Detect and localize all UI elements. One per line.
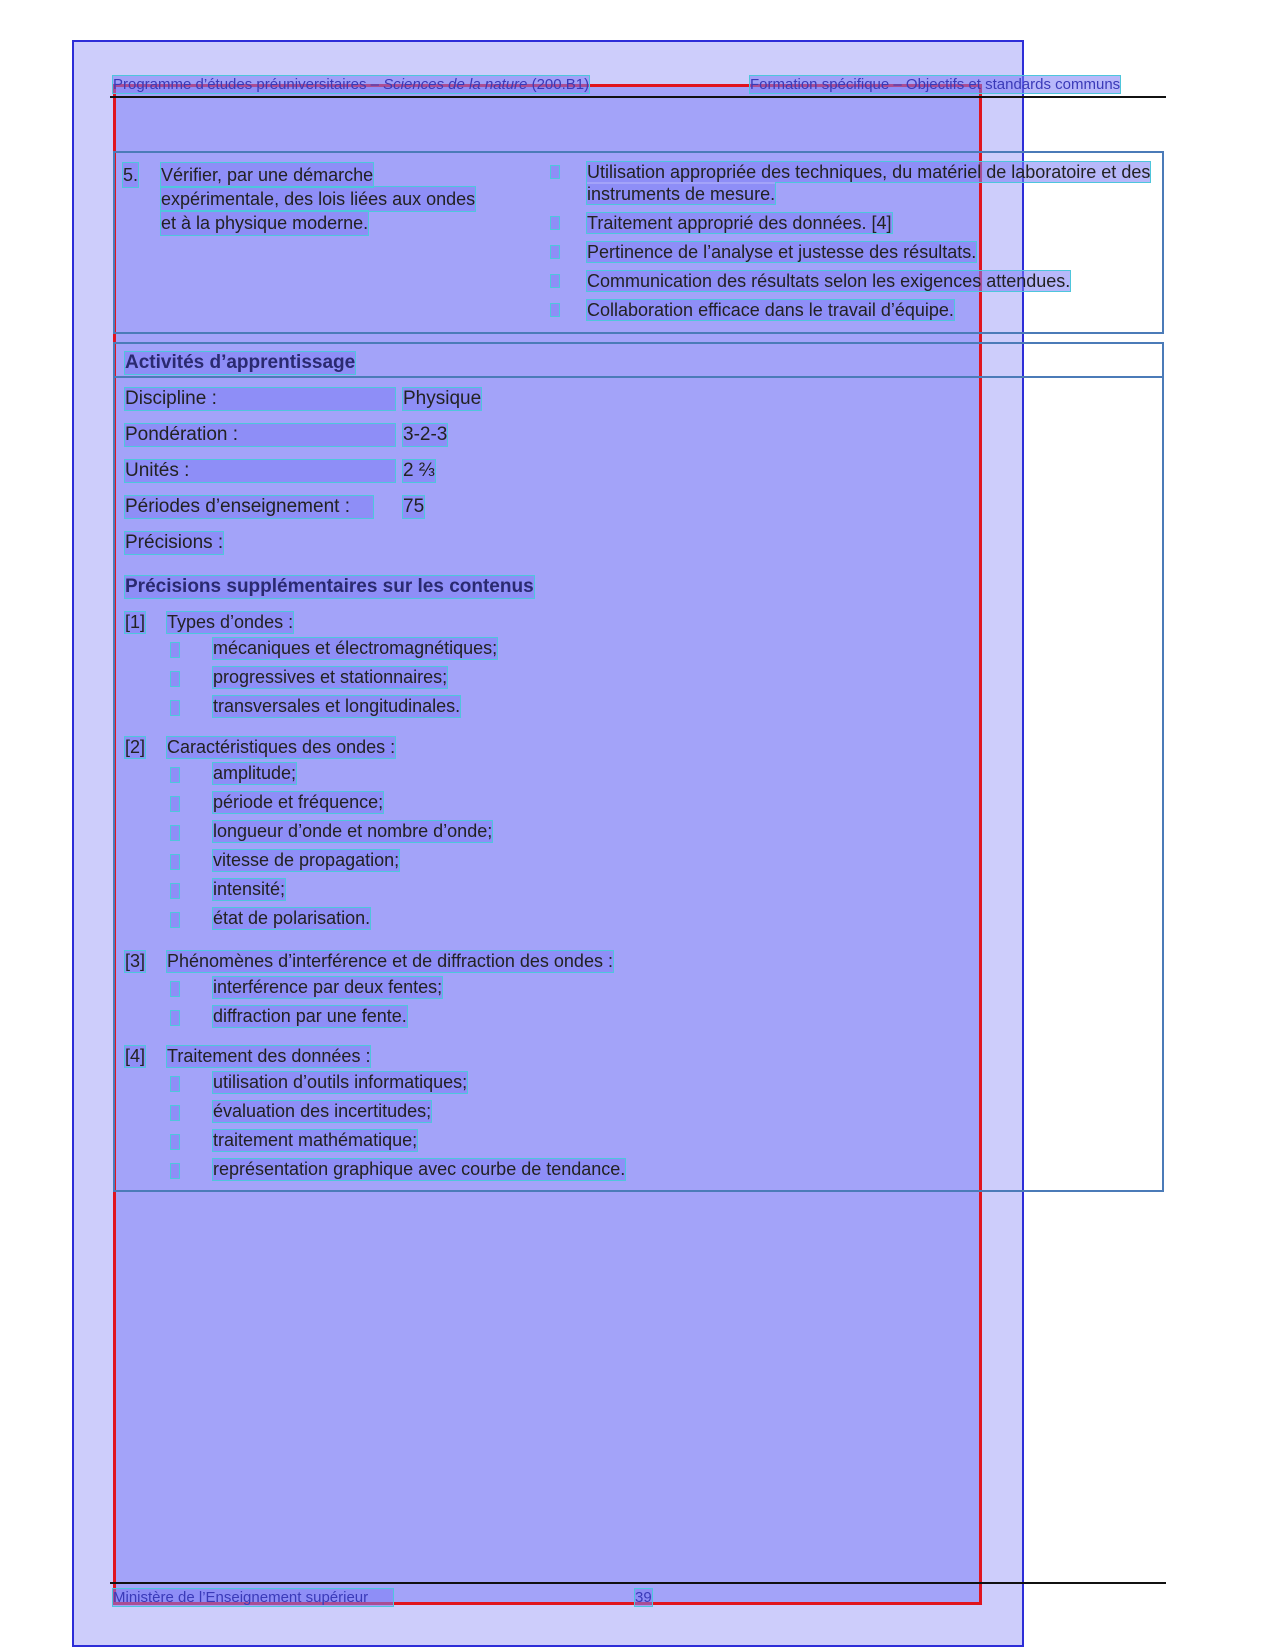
- list-item-text: état de polarisation.: [213, 908, 371, 928]
- list-item-text: longueur d’onde et nombre d’onde;: [213, 821, 493, 841]
- bullet-icon: [551, 246, 559, 258]
- criterion-text: Communication des résultats selon les exigences attendues.: [587, 271, 1071, 291]
- bullet-icon: [171, 1164, 179, 1178]
- performance-criteria: [551, 161, 1151, 328]
- list-item-text: transversales et longitudinales.: [213, 696, 461, 716]
- group-heading: Phénomènes d’interférence et de diffraction des ondes :: [167, 951, 613, 971]
- competency-box: [113, 151, 1164, 334]
- bullet-icon: [171, 855, 179, 869]
- bullet-icon: [171, 913, 179, 927]
- discipline-label: Discipline :: [125, 388, 395, 410]
- list-item-text: évaluation des incertitudes;: [213, 1101, 432, 1121]
- activities-box: [113, 342, 1164, 1192]
- list-item-text: mécaniques et électromagnétiques;: [213, 638, 498, 658]
- page-number: 39: [635, 1589, 652, 1606]
- list-item-text: intensité;: [213, 879, 286, 899]
- bullet-icon: [171, 797, 179, 811]
- criterion-text: Collaboration efficace dans le travail d’équipe.: [587, 300, 954, 320]
- bullet-icon: [171, 884, 179, 898]
- list-item-text: amplitude;: [213, 763, 297, 783]
- bullet-icon: [171, 1106, 179, 1120]
- group-number: [4]: [125, 1046, 146, 1066]
- list-item-text: progressives et stationnaires;: [213, 667, 448, 687]
- criterion-text: Pertinence de l’analyse et justesse des résultats.: [587, 242, 977, 262]
- group-heading: Caractéristiques des ondes :: [167, 737, 396, 757]
- precisions-label: Précisions :: [125, 532, 224, 553]
- criterion-item: [551, 270, 1151, 292]
- bullet-icon: [551, 275, 559, 287]
- criterion-text: Traitement approprié des données. [4]: [587, 213, 892, 233]
- group-number: [1]: [125, 612, 146, 632]
- competency-line: Vérifier, par une démarche: [161, 165, 374, 185]
- bullet-icon: [171, 701, 179, 715]
- bullet-icon: [551, 304, 559, 316]
- periodes-value: 75: [403, 496, 425, 517]
- list-item-text: utilisation d’outils informatiques;: [213, 1072, 468, 1092]
- bullet-icon: [551, 166, 559, 178]
- header-divider: [110, 96, 1166, 98]
- list-item-text: représentation graphique avec courbe de tendance.: [213, 1159, 626, 1179]
- competency-line: et à la physique moderne.: [161, 213, 369, 233]
- criterion-item: [551, 299, 1151, 321]
- criterion-text: Utilisation appropriée des techniques, du matériel de laboratoire et des instruments de mesure.: [587, 162, 1151, 204]
- bullet-icon: [171, 643, 179, 657]
- bullet-icon: [171, 982, 179, 996]
- list-item-text: interférence par deux fentes;: [213, 977, 443, 997]
- bullet-icon: [171, 826, 179, 840]
- list-item-text: diffraction par une fente.: [213, 1006, 407, 1026]
- header-program-code: (200.B1): [531, 76, 590, 93]
- criterion-item: [551, 212, 1151, 234]
- bullet-icon: [171, 1011, 179, 1025]
- footer-divider: [110, 1582, 1166, 1584]
- periodes-label: Périodes d’enseignement :: [125, 496, 373, 518]
- bullet-icon: [171, 768, 179, 782]
- header-program-label: Programme d’études préuniversitaires –: [113, 76, 379, 93]
- group-heading: Types d’ondes :: [167, 612, 294, 632]
- unites-value: 2 ⅔: [403, 460, 435, 481]
- group-number: [2]: [125, 737, 146, 757]
- competency-line: expérimentale, des lois liées aux ondes: [161, 189, 476, 209]
- list-item-text: période et fréquence;: [213, 792, 384, 812]
- list-item-text: traitement mathématique;: [213, 1130, 418, 1150]
- criterion-item: [551, 241, 1151, 263]
- discipline-value: Physique: [403, 388, 482, 409]
- bullet-icon: [171, 672, 179, 686]
- header-section: Formation spécifique – Objectifs et standards communs: [750, 76, 1121, 93]
- ponderation-value: 3-2-3: [403, 424, 448, 445]
- bullet-icon: [171, 1135, 179, 1149]
- group-heading: Traitement des données :: [167, 1046, 371, 1066]
- precisions-title: Précisions supplémentaires sur les contenus: [125, 576, 534, 597]
- footer-ministry: Ministère de l’Enseignement supérieur: [113, 1589, 393, 1606]
- header-program: [113, 76, 589, 93]
- group-number: [3]: [125, 951, 146, 971]
- bullet-icon: [551, 217, 559, 229]
- competency-number: 5.: [123, 165, 139, 185]
- list-item-text: vitesse de propagation;: [213, 850, 400, 870]
- criterion-item: [551, 161, 1151, 205]
- ponderation-label: Pondération :: [125, 424, 395, 446]
- competency-text: [161, 163, 581, 235]
- activities-title: Activités d’apprentissage: [125, 352, 356, 373]
- bullet-icon: [171, 1077, 179, 1091]
- unites-label: Unités :: [125, 460, 395, 482]
- activities-title-bar: [115, 344, 1162, 378]
- header-program-name: Sciences de la nature: [383, 76, 528, 93]
